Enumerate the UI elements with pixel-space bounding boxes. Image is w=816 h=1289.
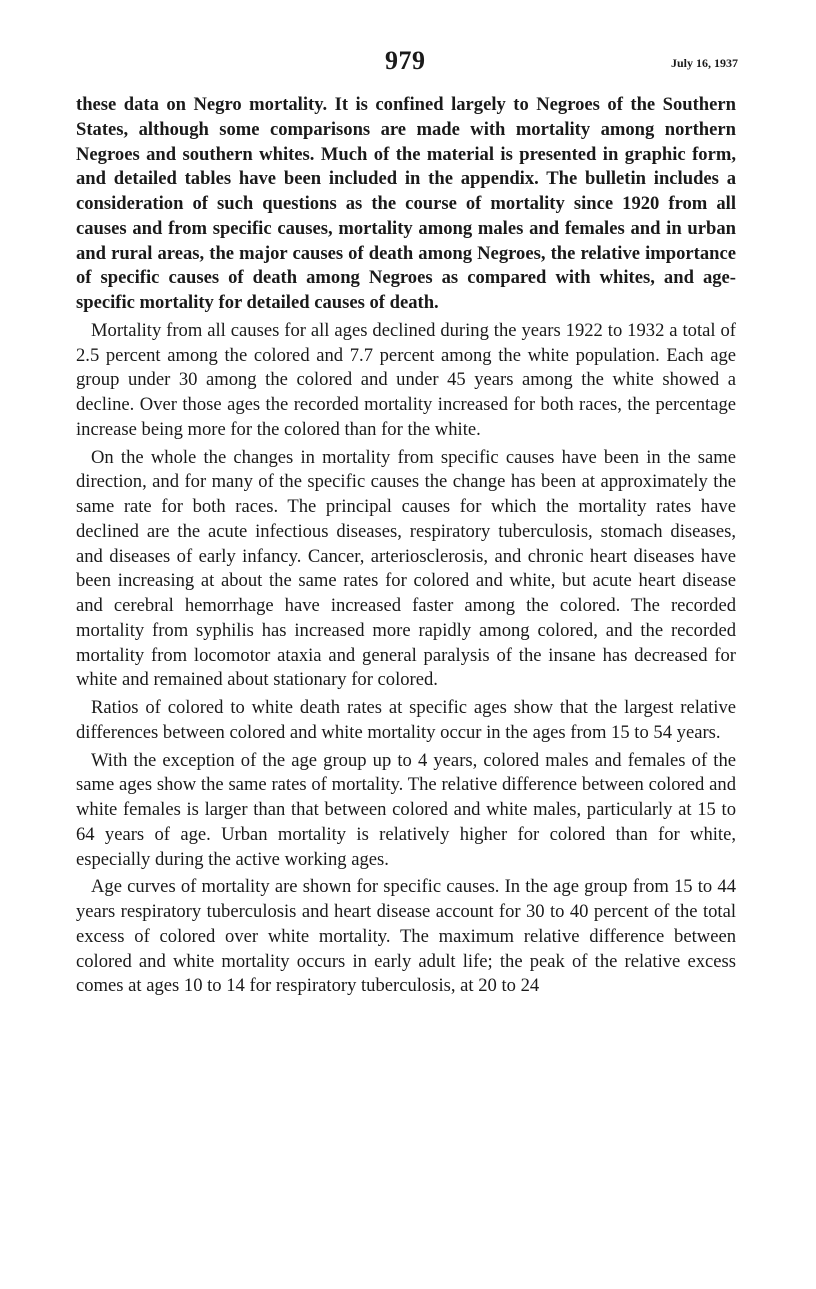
page-header	[0, 44, 816, 84]
paragraph-specific-causes: On the whole the changes in mortality from specific causes have been in the same direction, and for many of the specific causes the change has been at approximately the same rate for both races. The principal causes for which the mortality rates have declined are the acute infectious diseases, respiratory tuberculosis, stomach diseases, and diseases of early infancy. Cancer, arteriosclerosis, and chronic heart diseases have been increasing at about the same rates for colored and white, but acute heart disease and cerebral hemorrhage have increased faster among the colored. The recorded mortality from syphilis has increased more rapidly among colored, and the recorded mortality from locomotor ataxia and general paralysis of the insane has decreased for white and remained about stationary for colored.	[76, 446, 736, 691]
page-number: 979	[385, 46, 426, 75]
paragraph-continuation: these data on Negro mortality. It is confined largely to Negroes of the Southern States, although some comparisons are made with mortality among northern Negroes and southern whites. Much of the material is presented in graphic form, and detailed tables have been included in the appendix. The bulletin includes a consideration of such questions as the course of mortality since 1920 from all causes and from specific causes, mortality among males and females and in urban and rural areas, the major causes of death among Negroes, the relative importance of specific causes of death among Negroes as compared with whites, and age-specific mortality for detailed causes of death.	[76, 94, 736, 313]
paragraph-age-curves: Age curves of mortality are shown for specific causes. In the age group from 15 to 44 years respiratory tuberculosis and heart disease account for 30 to 40 percent of the total excess of colored over white mortality. The maximum relative difference between colored and white mortality occurs in early adult life; the peak of the relative excess comes at ages 10 to 14 for respiratory tuberculosis, at 20 to 24	[76, 876, 736, 997]
paragraph-sex-differences: With the exception of the age group up to 4 years, colored males and females of the same ages show the same rates of mortality. The relative difference between colored and white females is larger than that between colored and white males, particularly at 15 to 64 years of age. Urban mortality is relatively higher for colored than for white, especially during the active working ages.	[76, 749, 736, 870]
paragraph-death-rate-ratios: Ratios of colored to white death rates at specific ages show that the largest relative differences between colored and white mortality occur in the ages from 15 to 54 years.	[76, 697, 736, 743]
body-text	[76, 93, 736, 1002]
issue-date: July 16, 1937	[670, 56, 738, 70]
paragraph-mortality-all-causes: Mortality from all causes for all ages declined during the years 1922 to 1932 a total of 2.5 percent among the colored and 7.7 percent among the white population. Each age group under 30 among the colored and under 45 years among the white showed a decline. Over those ages the recorded mortality increased for both races, the percentage increase being more for the colored than for the white.	[76, 319, 736, 440]
